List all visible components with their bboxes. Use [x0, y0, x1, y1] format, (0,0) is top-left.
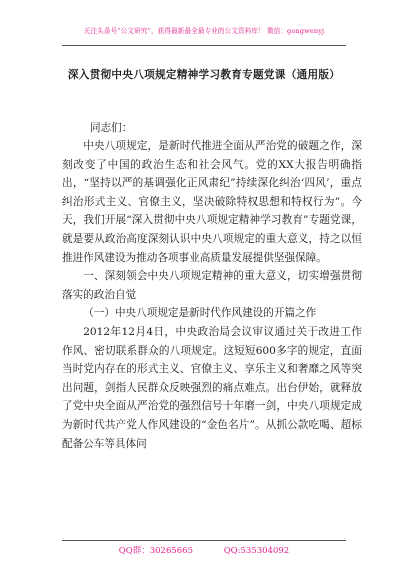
subsection-heading-1: （一）中央八项规定是新时代作风建设的开篇之作: [83, 307, 317, 320]
greeting: 同志们：: [90, 122, 133, 134]
document-body: [62, 137, 362, 453]
footer-qq: QQ:535304092: [223, 546, 290, 556]
document-title: 深入贯彻中央八项规定精神学习教育专题党课（通用版）: [67, 69, 341, 81]
header-promo-note: 关注头条号“公文研究”，获得最新最全最专业的公文资料库！ 微信：gongwenyj: [83, 27, 325, 35]
paragraph-intro: 中央八项规定，是新时代推进全面从严治党的破题之作，深刻改变了中国的政治生态和社会风气。党的XX大报告明确指出，“坚持以严的基调强化正风肃纪”持续深化纠治‘四风’，重点纠治形式主义、官僚主义，坚决破除特权思想和特权行为”。今天，我们开展“深入贯彻中央八项规定精神学习教育”专题党课，就是要从政治高度深刻认识中央八项规定的重大意义，持之以恒推进作风建设为推动各项事业高质量发展提供坚强保障。: [62, 140, 362, 264]
section-heading-1: 一、深刻领会中央八项规定精神的重大意义，切实增强贯彻落实的政治自觉: [62, 270, 362, 301]
footer-qq-group: QQ群：30265665: [118, 546, 193, 556]
header-divider: [62, 45, 346, 46]
paragraph-body-1: 2012年12月4日，中央政治局会议审议通过关于改进工作作风、密切联系群众的八项规定。这短短600多字的规定，直面当时党内存在的形式主义、官僚主义、享乐主义和奢靡之风等突出问题，剑指人民群众反映强烈的痛点难点。出台伊始，就释放了党中央全面从严治党的强烈信号十年磨一剑，中央八项规定成为新时代共产党人作风建设的“金色名片”。从抓公款吃喝、超标配备公车等具体问: [62, 325, 362, 450]
footer-divider: [62, 540, 346, 541]
footer-contacts: [0, 544, 408, 556]
